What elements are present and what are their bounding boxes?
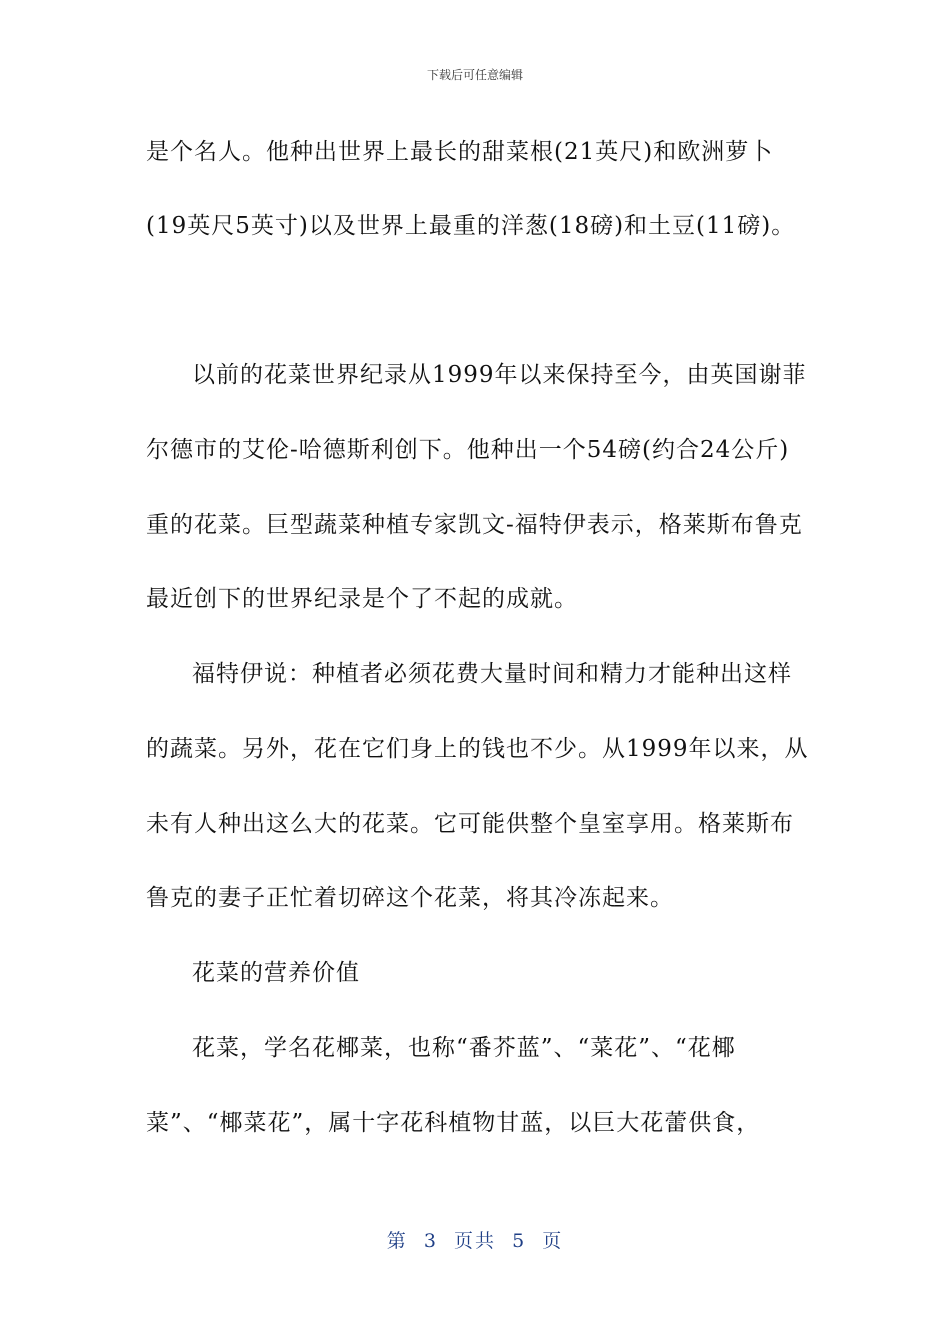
body-line-4: 尔德市的艾伦-哈德斯利创下。他种出一个54磅(约合24公斤) [146,437,790,463]
body-line-10: 鲁克的妻子正忙着切碎这个花菜，将其冷冻起来。 [146,885,674,911]
page-footer [0,1226,950,1253]
body-line-1: 是个名人。他种出世界上最长的甜菜根(21英尺)和欧洲萝卜 [146,139,774,165]
body-line-3: 以前的花菜世界纪录从1999年以来保持至今，由英国谢菲 [192,362,807,388]
body-line-6: 最近创下的世界纪录是个了不起的成就。 [146,586,578,612]
body-line-13: 菜”、“椰菜花”，属十字花科植物甘蓝，以巨大花蕾供食， [146,1110,761,1136]
body-line-7: 福特伊说：种植者必须花费大量时间和精力才能种出这样 [192,661,792,687]
body-line-9: 未有人种出这么大的花菜。它可能供整个皇室享用。格莱斯布 [146,811,794,837]
body-line-5: 重的花菜。巨型蔬菜种植专家凯文-福特伊表示，格莱斯布鲁克 [146,512,803,538]
body-line-8: 的蔬菜。另外，花在它们身上的钱也不少。从1999年以来，从 [146,736,809,762]
body-line-2: (19英尺5英寸)以及世界上最重的洋葱(18磅)和土豆(11磅)。 [146,213,796,239]
page-number-label: 第 3 页共 5 页 [386,1230,564,1252]
page-header-note: 下载后可任意编辑 [426,68,523,82]
body-line-12: 花菜，学名花椰菜，也称“番芥蓝”、“菜花”、“花椰 [192,1035,736,1061]
section-heading: 花菜的营养价值 [192,960,360,986]
